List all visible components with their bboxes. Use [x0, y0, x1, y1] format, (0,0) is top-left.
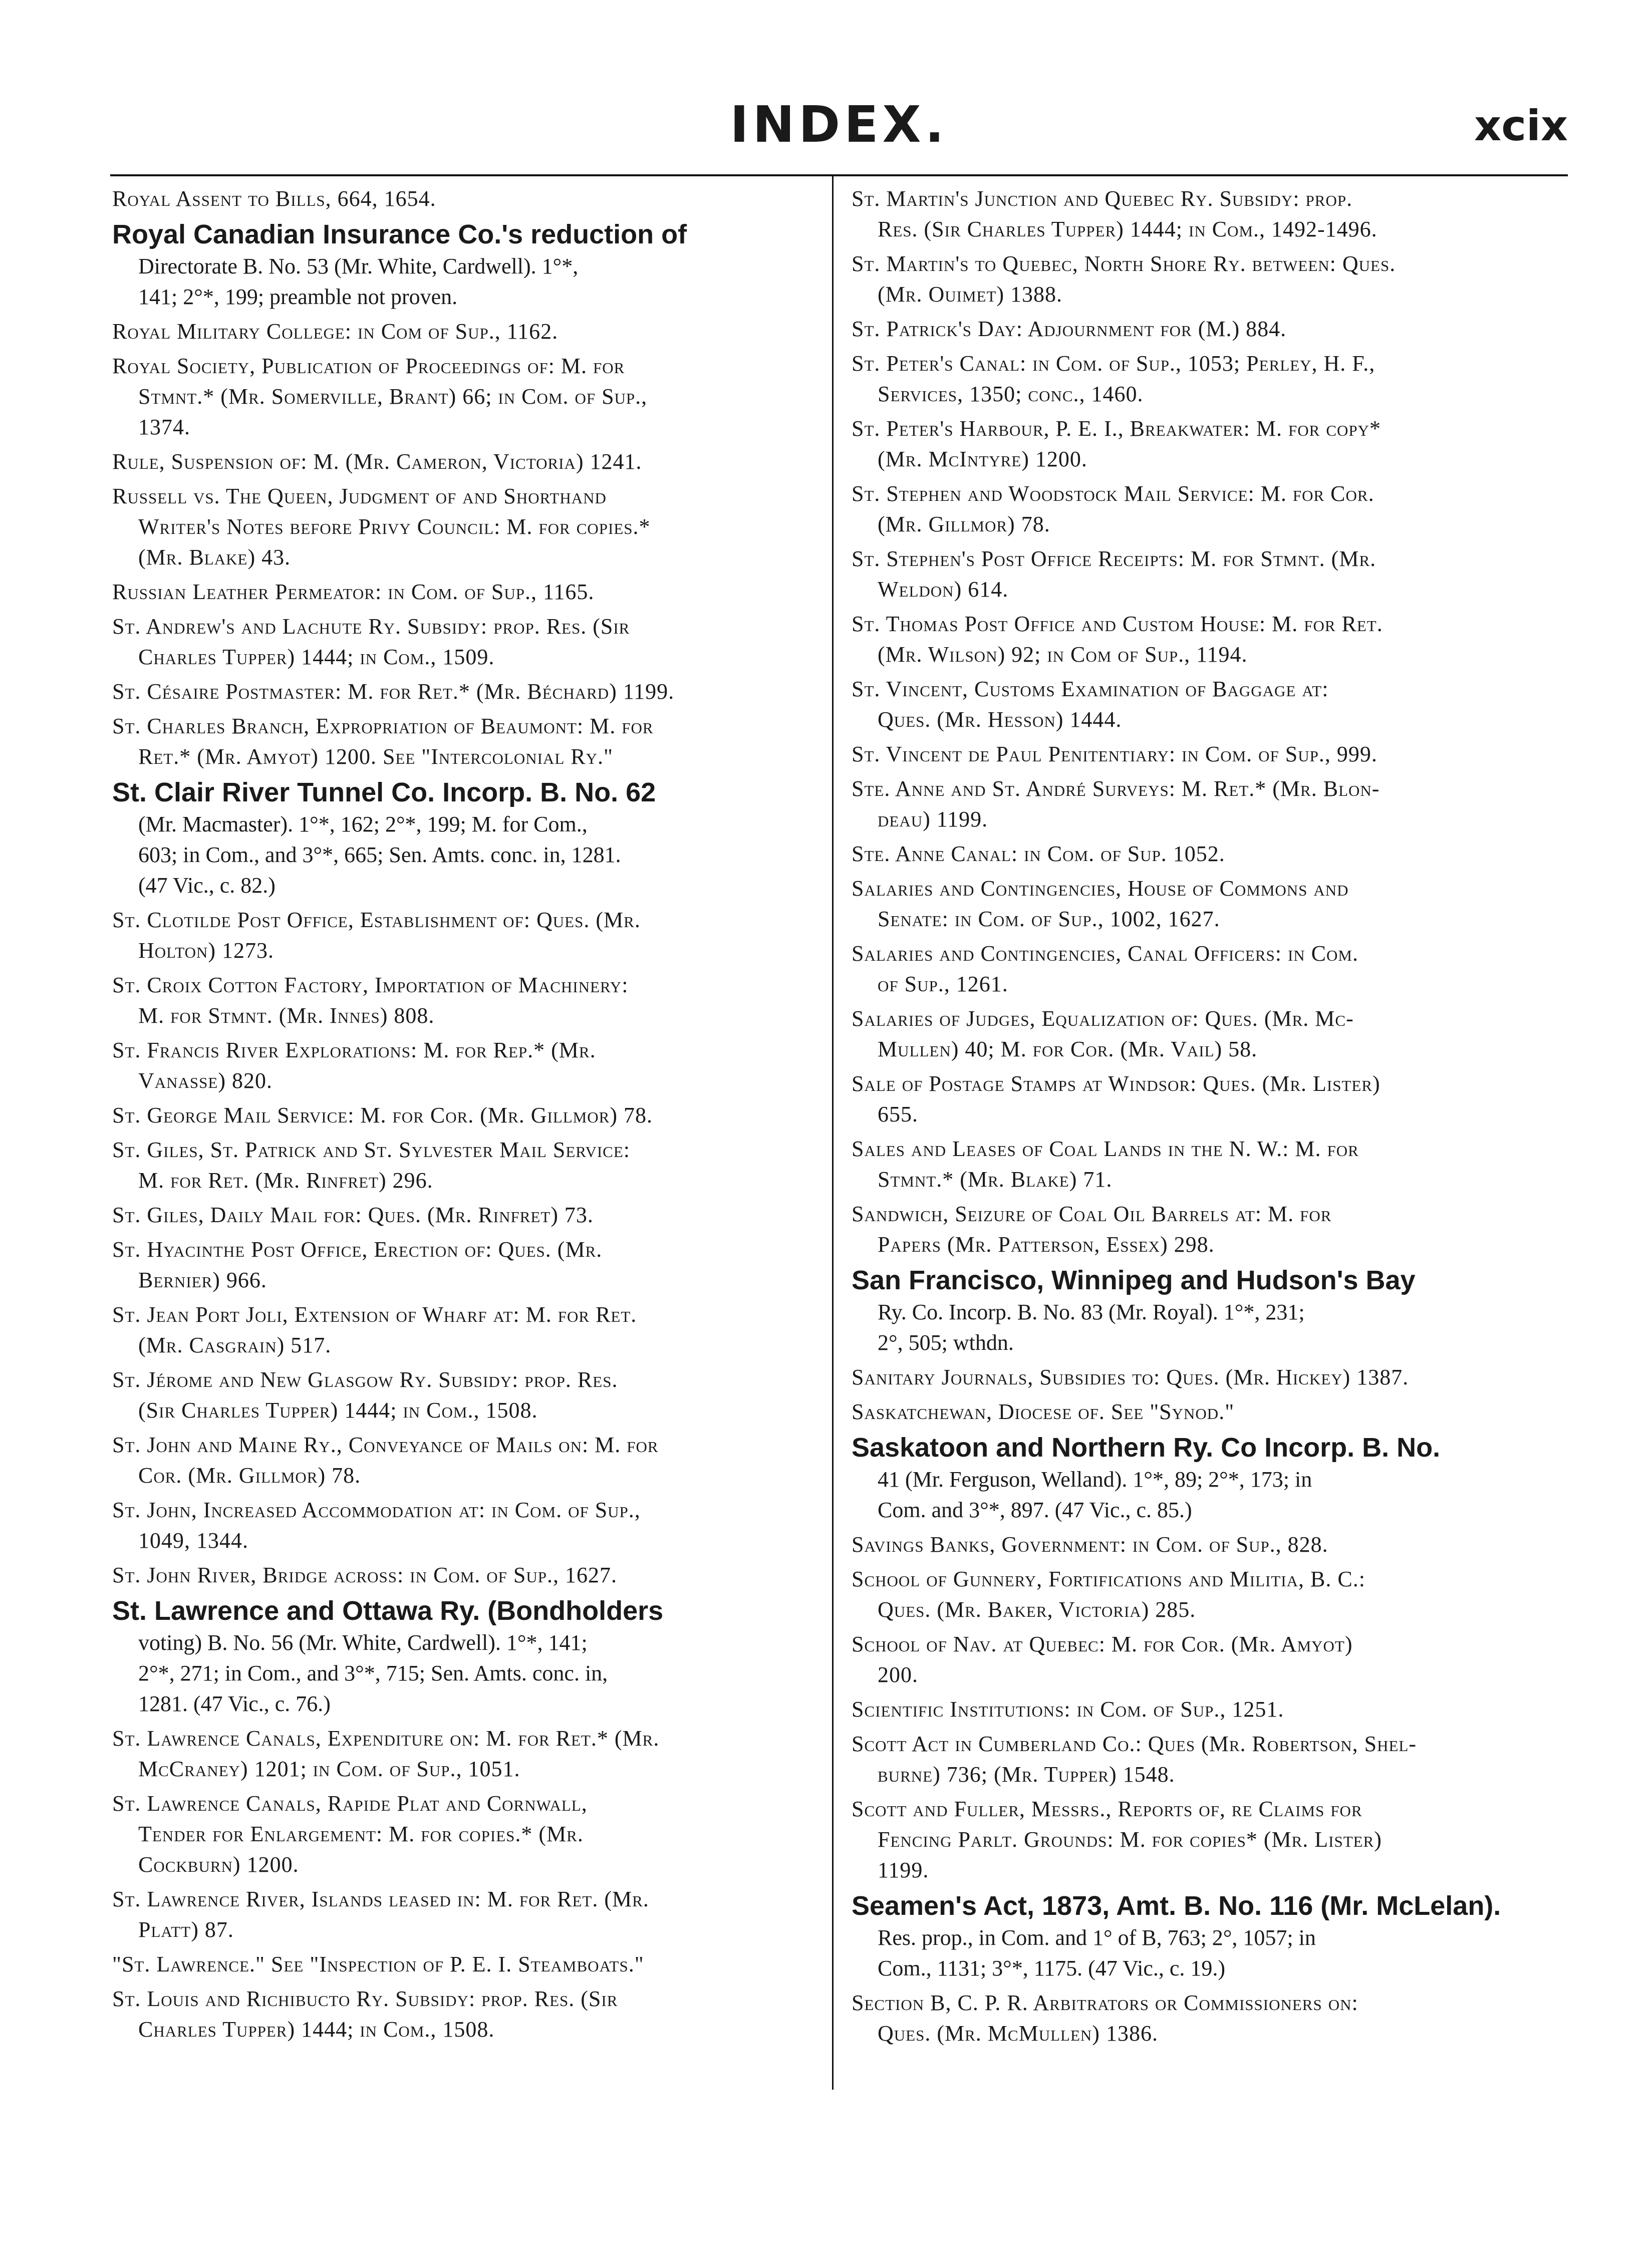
index-entry: [112, 611, 813, 672]
entry-continuation-line: (47 Vic., c. 82.): [138, 873, 276, 898]
entry-heading-line: Seamen's Act, 1873, Amt. B. No. 116 (Mr. McLelan).: [852, 1891, 1501, 1921]
entry-heading-line: St. Vincent de Paul Penitentiary: in Com. of Sup., 999.: [852, 742, 1378, 766]
entry-heading-line: Royal Assent to Bills, 664, 1654.: [112, 186, 436, 211]
entry-heading-line: Scott Act in Cumberland Co.: Ques (Mr. Robertson, Shel-: [852, 1732, 1417, 1756]
entry-heading-line: Sale of Postage Stamps at Windsor: Ques. (Mr. Lister): [852, 1071, 1381, 1096]
index-column-left: [112, 183, 813, 2049]
index-entry: [852, 739, 1565, 769]
entry-continuation-line: Cor. (Mr. Gillmor) 78.: [138, 1463, 361, 1488]
index-entry: [852, 348, 1565, 409]
entry-heading-line: "St. Lawrence." See "Inspection of P. E. I. Steamboats.": [112, 1952, 644, 1976]
entry-continuation-line: Vanasse) 820.: [138, 1068, 273, 1093]
index-entry: [112, 1035, 813, 1096]
index-entry: [852, 1199, 1565, 1260]
index-column-right: [852, 183, 1565, 2053]
index-entry: [112, 351, 813, 442]
entry-continuation-line: 141; 2°*, 199; preamble not proven.: [138, 285, 458, 309]
entry-continuation-line: of Sup., 1261.: [878, 972, 1008, 996]
index-entry: [852, 183, 1565, 244]
entry-heading-line: St. John River, Bridge across: in Com. of Sup., 1627.: [112, 1563, 617, 1587]
entry-continuation-line: (Mr. McIntyre) 1200.: [878, 447, 1087, 471]
index-entry: [852, 1529, 1565, 1560]
entry-continuation-line: Charles Tupper) 1444; in Com., 1509.: [138, 645, 495, 669]
entry-heading-line: St. John and Maine Ry., Conveyance of Mails on: M. for: [112, 1433, 659, 1457]
entry-heading-line: St. Thomas Post Office and Custom House: M. for Ret.: [852, 612, 1383, 636]
entry-continuation-line: Papers (Mr. Patterson, Essex) 298.: [878, 1232, 1215, 1257]
index-entry: [852, 478, 1565, 539]
entry-continuation-line: (Mr. Blake) 43.: [138, 545, 291, 570]
entry-heading-line: Russell vs. The Queen, Judgment of and Shorthand: [112, 484, 607, 508]
index-entry: [112, 711, 813, 772]
entry-continuation-line: 655.: [878, 1102, 918, 1126]
index-entry: [112, 1100, 813, 1130]
entry-heading-line: St. Hyacinthe Post Office, Erection of: Ques. (Mr.: [112, 1237, 603, 1262]
entry-continuation-line: Com. and 3°*, 897. (47 Vic., c. 85.): [878, 1498, 1192, 1522]
index-entry: [112, 577, 813, 607]
entry-continuation-line: 1281. (47 Vic., c. 76.): [138, 1691, 331, 1716]
entry-continuation-line: Com., 1131; 3°*, 1175. (47 Vic., c. 19.): [878, 1956, 1226, 1980]
entry-continuation-line: Services, 1350; conc., 1460.: [878, 382, 1144, 406]
entry-heading-line: St. Lawrence Canals, Rapide Plat and Cornwall,: [112, 1791, 588, 1816]
entry-heading-line: St. Lawrence and Ottawa Ry. (Bondholders: [112, 1596, 664, 1626]
entry-heading-line: Russian Leather Permeator: in Com. of Sup., 1165.: [112, 580, 595, 604]
index-entry: [112, 676, 813, 707]
index-entry: [112, 1949, 813, 1979]
entry-continuation-line: Platt) 87.: [138, 1917, 234, 1942]
entry-continuation-line: (Mr. Casgrain) 517.: [138, 1333, 332, 1357]
entry-continuation-line: Ret.* (Mr. Amyot) 1200. See "Intercolonial Ry.": [138, 744, 613, 769]
entry-heading-line: St. Martin's Junction and Quebec Ry. Subsidy: prop.: [852, 186, 1353, 211]
entry-heading-line: St. Croix Cotton Factory, Importation of Machinery:: [112, 973, 629, 997]
entry-heading-line: Ste. Anne and St. André Surveys: M. Ret.* (Mr. Blon-: [852, 776, 1380, 801]
entry-heading-line: St. Vincent, Customs Examination of Baggage at:: [852, 677, 1329, 701]
entry-continuation-line: Fencing Parlt. Grounds: M. for copies* (Mr. Lister): [878, 1827, 1382, 1852]
entry-continuation-line: (Mr. Macmaster). 1°*, 162; 2°*, 199; M. for Com.,: [138, 812, 588, 836]
entry-continuation-line: Tender for Enlargement: M. for copies.* (Mr.: [138, 1822, 584, 1846]
entry-heading-line: Saskatoon and Northern Ry. Co Incorp. B. No.: [852, 1433, 1441, 1463]
entry-heading-line: St. Lawrence Canals, Expenditure on: M. for Ret.* (Mr.: [112, 1726, 660, 1751]
index-entry: [112, 1430, 813, 1491]
entry-heading-line: Section B, C. P. R. Arbitrators or Commissioners on:: [852, 1991, 1358, 2015]
index-entry: [852, 1003, 1565, 1064]
index-entry: [112, 1135, 813, 1196]
index-entry: [112, 1495, 813, 1556]
entry-continuation-line: Holton) 1273.: [138, 938, 274, 963]
entry-continuation-line: Directorate B. No. 53 (Mr. White, Cardwell). 1°*,: [138, 254, 579, 278]
entry-heading-line: St. Césaire Postmaster: M. for Ret.* (Mr. Béchard) 1199.: [112, 679, 675, 704]
index-entry: [852, 1988, 1565, 2049]
index-entry: [112, 1884, 813, 1945]
entry-heading-line: Sandwich, Seizure of Coal Oil Barrels at: M. for: [852, 1202, 1332, 1226]
entry-heading-line: St. Peter's Harbour, P. E. I., Breakwater: M. for copy*: [852, 416, 1382, 441]
index-entry: [112, 1723, 813, 1784]
entry-continuation-line: (Mr. Gillmor) 78.: [878, 512, 1050, 536]
index-entry: [112, 1983, 813, 2045]
index-entry: [852, 873, 1565, 934]
index-entry: [112, 1364, 813, 1426]
entry-continuation-line: voting) B. No. 56 (Mr. White, Cardwell). 1°*, 141;: [138, 1630, 588, 1655]
entry-continuation-line: (Sir Charles Tupper) 1444; in Com., 1508.: [138, 1398, 538, 1423]
entry-continuation-line: Stmnt.* (Mr. Somerville, Brant) 66; in Com. of Sup.,: [138, 384, 648, 409]
entry-heading-line: Ste. Anne Canal: in Com. of Sup. 1052.: [852, 841, 1225, 866]
entry-heading-line: St. Charles Branch, Expropriation of Beaumont: M. for: [112, 714, 654, 738]
index-entry: [112, 481, 813, 573]
index-entry: [852, 314, 1565, 344]
entry-heading-line: St. Francis River Explorations: M. for Rep.* (Mr.: [112, 1038, 596, 1062]
entry-continuation-line: 2°, 505; wthdn.: [878, 1330, 1014, 1355]
entry-continuation-line: Senate: in Com. of Sup., 1002, 1627.: [878, 907, 1220, 931]
entry-heading-line: St. Stephen and Woodstock Mail Service: M. for Cor.: [852, 481, 1374, 506]
entry-heading-line: San Francisco, Winnipeg and Hudson's Bay: [852, 1265, 1416, 1295]
entry-heading-line: St. Giles, St. Patrick and St. Sylvester Mail Service:: [112, 1138, 630, 1162]
entry-heading-line: Sanitary Journals, Subsidies to: Ques. (Mr. Hickey) 1387.: [852, 1365, 1409, 1389]
index-entry: [852, 838, 1565, 869]
index-entry: [852, 773, 1565, 834]
entry-continuation-line: Ry. Co. Incorp. B. No. 83 (Mr. Royal). 1°*, 231;: [878, 1300, 1305, 1324]
index-entry: [112, 1788, 813, 1880]
entry-heading-line: Rule, Suspension of: M. (Mr. Cameron, Victoria) 1241.: [112, 449, 642, 474]
entry-heading-line: St. Louis and Richibucto Ry. Subsidy: prop. Res. (Sir: [112, 1987, 618, 2011]
index-entry: [112, 970, 813, 1031]
index-entry: [852, 1729, 1565, 1790]
entry-continuation-line: 1199.: [878, 1858, 929, 1882]
index-entry: [112, 1200, 813, 1230]
entry-heading-line: St. Jérome and New Glasgow Ry. Subsidy: prop. Res.: [112, 1367, 618, 1392]
entry-continuation-line: burne) 736; (Mr. Tupper) 1548.: [878, 1762, 1175, 1787]
index-entry: [852, 1889, 1565, 1983]
index-entry: [852, 1133, 1565, 1195]
index-entry: [112, 905, 813, 966]
entry-continuation-line: 603; in Com., and 3°*, 665; Sen. Amts. conc. in, 1281.: [138, 842, 621, 867]
entry-continuation-line: Cockburn) 1200.: [138, 1852, 299, 1877]
entry-heading-line: Royal Canadian Insurance Co.'s reduction of: [112, 219, 687, 249]
entry-heading-line: Salaries and Contingencies, Canal Officers: in Com.: [852, 941, 1358, 966]
entry-heading-line: Royal Society, Publication of Proceedings of: M. for: [112, 354, 625, 378]
index-entry: [112, 1594, 813, 1719]
entry-continuation-line: Ques. (Mr. Hesson) 1444.: [878, 707, 1122, 732]
index-entry: [112, 1234, 813, 1295]
entry-continuation-line: Mullen) 40; M. for Cor. (Mr. Vail) 58.: [878, 1037, 1258, 1061]
index-entry: [852, 1564, 1565, 1625]
index-entry: [852, 1068, 1565, 1129]
index-entry: [112, 776, 813, 901]
index-entry: [852, 1629, 1565, 1690]
entry-continuation-line: M. for Ret. (Mr. Rinfret) 296.: [138, 1168, 433, 1193]
entry-continuation-line: Writer's Notes before Privy Council: M. for copies.*: [138, 514, 651, 539]
entry-continuation-line: Ques. (Mr. Baker, Victoria) 285.: [878, 1597, 1196, 1622]
entry-continuation-line: Res. prop., in Com. and 1° of B, 763; 2°, 1057; in: [878, 1925, 1316, 1950]
index-entry: [112, 316, 813, 347]
page-header: [110, 95, 1568, 170]
entry-continuation-line: Res. (Sir Charles Tupper) 1444; in Com., 1492-1496.: [878, 217, 1378, 241]
entry-continuation-line: 200.: [878, 1662, 918, 1687]
entry-continuation-line: 1374.: [138, 415, 190, 439]
entry-heading-line: St. Clotilde Post Office, Establishment of: Ques. (Mr.: [112, 908, 641, 932]
entry-heading-line: School of Nav. at Quebec: M. for Cor. (Mr. Amyot): [852, 1632, 1353, 1656]
entry-heading-line: St. Patrick's Day: Adjournment for (M.) 884.: [852, 317, 1287, 341]
page-number: xcix: [1474, 101, 1568, 150]
index-entry: [852, 1431, 1565, 1525]
entry-heading-line: St. John, Increased Accommodation at: in Com. of Sup.,: [112, 1498, 641, 1522]
entry-continuation-line: (Mr. Ouimet) 1388.: [878, 282, 1063, 307]
entry-heading-line: St. Martin's to Quebec, North Shore Ry. between: Ques.: [852, 251, 1396, 276]
index-entry: [852, 1794, 1565, 1885]
entry-heading-line: Sales and Leases of Coal Lands in the N. W.: M. for: [852, 1137, 1359, 1161]
entry-heading-line: St. Jean Port Joli, Extension of Wharf at: M. for Ret.: [112, 1302, 637, 1327]
index-entry: [852, 938, 1565, 999]
index-entry: [852, 1362, 1565, 1392]
entry-heading-line: Scott and Fuller, Messrs., Reports of, re Claims for: [852, 1797, 1362, 1821]
entry-heading-line: Scientific Institutions: in Com. of Sup., 1251.: [852, 1697, 1284, 1722]
page-title: INDEX.: [730, 95, 948, 154]
index-entry: [852, 248, 1565, 310]
entry-heading-line: Saskatchewan, Diocese of. See "Synod.": [852, 1399, 1235, 1424]
entry-heading-line: St. Andrew's and Lachute Ry. Subsidy: prop. Res. (Sir: [112, 614, 630, 639]
index-entry: [852, 1396, 1565, 1427]
entry-continuation-line: 1049, 1344.: [138, 1528, 248, 1553]
entry-heading-line: St. Clair River Tunnel Co. Incorp. B. No. 62: [112, 777, 656, 807]
index-entry: [112, 1560, 813, 1590]
header-rule: [110, 174, 1568, 176]
entry-heading-line: St. Peter's Canal: in Com. of Sup., 1053; Perley, H. F.,: [852, 351, 1375, 376]
index-entry: [112, 183, 813, 214]
entry-continuation-line: Bernier) 966.: [138, 1268, 267, 1292]
entry-continuation-line: 41 (Mr. Ferguson, Welland). 1°*, 89; 2°*, 173; in: [878, 1467, 1312, 1492]
index-entry: [112, 1299, 813, 1360]
entry-heading-line: Royal Military College: in Com of Sup., 1162.: [112, 319, 559, 344]
index-entry: [852, 543, 1565, 605]
entry-heading-line: Salaries of Judges, Equalization of: Ques. (Mr. Mc-: [852, 1006, 1354, 1031]
entry-continuation-line: Charles Tupper) 1444; in Com., 1508.: [138, 2017, 495, 2042]
entry-heading-line: School of Gunnery, Fortifications and Militia, B. C.:: [852, 1567, 1365, 1591]
index-entry: [852, 413, 1565, 474]
index-entry: [852, 1264, 1565, 1358]
entry-heading-line: St. Lawrence River, Islands leased in: M. for Ret. (Mr.: [112, 1887, 649, 1911]
entry-continuation-line: Ques. (Mr. McMullen) 1386.: [878, 2021, 1158, 2046]
index-entry: [852, 674, 1565, 735]
index-entry: [852, 1694, 1565, 1725]
entry-heading-line: St. Stephen's Post Office Receipts: M. for Stmnt. (Mr.: [852, 546, 1376, 571]
entry-continuation-line: McCraney) 1201; in Com. of Sup., 1051.: [138, 1757, 520, 1781]
entry-continuation-line: 2°*, 271; in Com., and 3°*, 715; Sen. Amts. conc. in,: [138, 1661, 608, 1685]
index-entry: [112, 218, 813, 312]
entry-continuation-line: Weldon) 614.: [878, 577, 1009, 602]
entry-continuation-line: deau) 1199.: [878, 807, 988, 831]
entry-heading-line: St. Giles, Daily Mail for: Ques. (Mr. Rinfret) 73.: [112, 1203, 594, 1227]
entry-continuation-line: (Mr. Wilson) 92; in Com of Sup., 1194.: [878, 642, 1248, 667]
entry-heading-line: Salaries and Contingencies, House of Commons and: [852, 876, 1349, 901]
entry-heading-line: Savings Banks, Government: in Com. of Sup., 828.: [852, 1532, 1328, 1557]
index-entry: [112, 446, 813, 477]
entry-continuation-line: Stmnt.* (Mr. Blake) 71.: [878, 1167, 1113, 1192]
column-divider: [832, 176, 834, 2090]
entry-heading-line: St. George Mail Service: M. for Cor. (Mr. Gillmor) 78.: [112, 1103, 653, 1127]
index-entry: [852, 609, 1565, 670]
entry-continuation-line: M. for Stmnt. (Mr. Innes) 808.: [138, 1003, 435, 1028]
